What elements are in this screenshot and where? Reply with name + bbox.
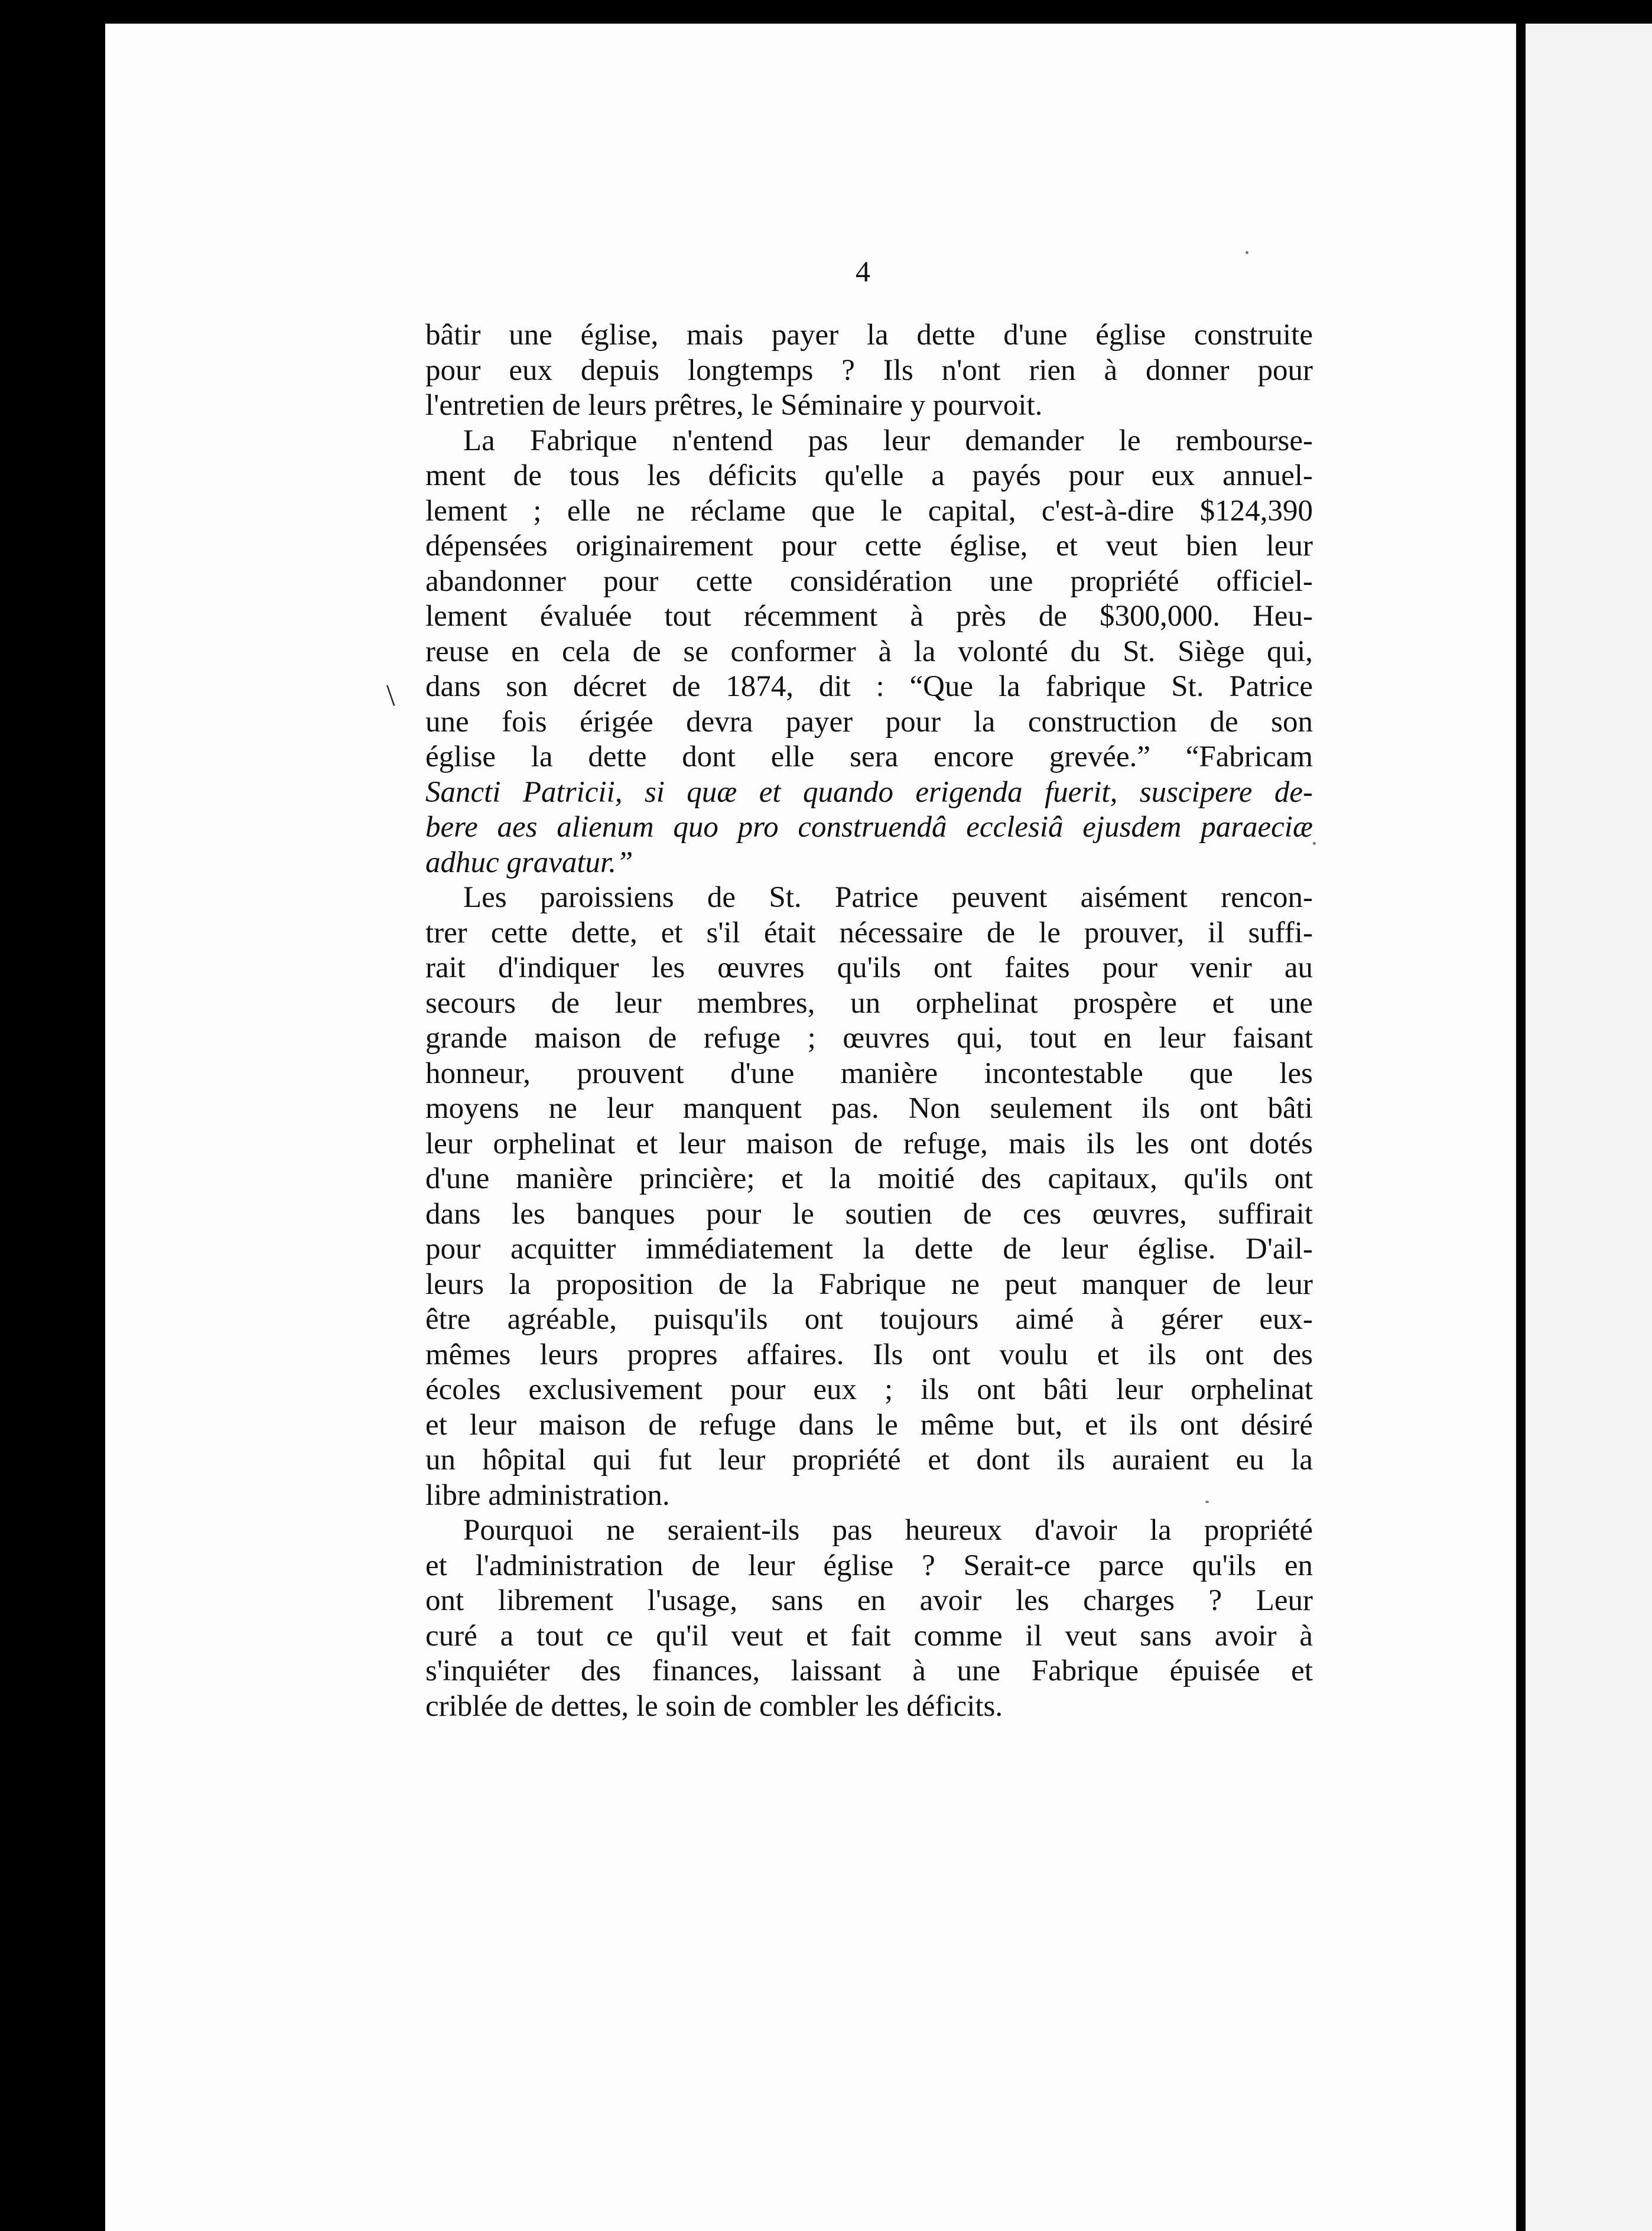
- text-line: et leur maison de refuge dans le même but, et ils ont désiré: [425, 1408, 1313, 1442]
- text-line: ont librement l'usage, sans en avoir les charges ? Leur: [425, 1584, 1313, 1617]
- text-line: secours de leur membres, un orphelinat prospère et une: [425, 986, 1313, 1020]
- scan-speck: [1205, 1501, 1209, 1503]
- page-gutter: [1516, 24, 1526, 2231]
- text-line: moyens ne leur manquent pas. Non seulement ils ont bâti: [425, 1092, 1313, 1125]
- latin-quote-line: [425, 845, 1313, 881]
- text-line: pour eux depuis longtemps ? Ils n'ont rien à donner pour: [425, 353, 1313, 387]
- text-line: ment de tous les déficits qu'elle a payés pour eux annuel-: [425, 459, 1313, 492]
- text-line: et l'administration de leur église ? Serait-ce parce qu'ils en: [425, 1549, 1313, 1582]
- text-line: dépensées originairement pour cette église, et veut bien leur: [425, 529, 1313, 562]
- adjacent-page-edge: [1526, 24, 1652, 2231]
- text-line: curé a tout ce qu'il veut et fait comme il veut sans avoir à: [425, 1619, 1313, 1653]
- text-line: Les paroissiens de St. Patrice peuvent aisément rencon-: [463, 881, 1313, 914]
- text-line: mêmes leurs propres affaires. Ils ont voulu et ils ont des: [425, 1338, 1313, 1371]
- latin-quote: Sancti Patricii, si quæ et quando erigenda fuerit, suscipere de-: [425, 775, 1313, 809]
- body-text: [425, 318, 1313, 1724]
- text-line: libre administration.: [425, 1478, 670, 1512]
- text-line: abandonner pour cette considération une propriété officiel-: [425, 564, 1313, 598]
- text-line: église la dette dont elle sera encore grevée.” “Fabricam: [425, 740, 1313, 773]
- text-line: leurs la proposition de la Fabrique ne peut manquer de leur: [425, 1267, 1313, 1301]
- text-line: dans son décret de 1874, dit : “Que la fabrique St. Patrice: [425, 670, 1313, 703]
- text-line: écoles exclusivement pour eux ; ils ont bâti leur orphelinat: [425, 1373, 1313, 1406]
- text-line: être agréable, puisqu'ils ont toujours aimé à gérer eux-: [425, 1303, 1313, 1336]
- text-line: pour acquitter immédiatement la dette de leur église. D'ail-: [425, 1232, 1313, 1266]
- text-line: dans les banques pour le soutien de ces œuvres, suffirait: [425, 1197, 1313, 1231]
- page-number: 4: [856, 255, 870, 288]
- text-line: un hôpital qui fut leur propriété et dont ils auraient eu la: [425, 1443, 1313, 1477]
- text-line: lement évaluée tout récemment à près de $300,000. Heu-: [425, 600, 1313, 633]
- latin-quote: bere aes alienum quo pro construendâ ecclesiâ ejusdem paraeciæ: [425, 811, 1313, 844]
- text-line: grande maison de refuge ; œuvres qui, tout en leur faisant: [425, 1022, 1313, 1055]
- scan-speck: [1313, 842, 1316, 845]
- text-line: d'une manière princière; et la moitié des capitaux, qu'ils ont: [425, 1162, 1313, 1195]
- text-line: s'inquiéter des finances, laissant à une Fabrique épuisée et: [425, 1654, 1313, 1687]
- text-line: Pourquoi ne seraient-ils pas heureux d'avoir la propriété: [463, 1514, 1313, 1547]
- text-line: bâtir une église, mais payer la dette d'une église construite: [425, 318, 1313, 352]
- latin-quote-line: [425, 810, 1313, 845]
- text-line: La Fabrique n'entend pas leur demander le rembourse-: [463, 424, 1313, 457]
- margin-mark: \: [386, 679, 395, 713]
- text-line: une fois érigée devra payer pour la construction de son: [425, 705, 1313, 739]
- latin-quote-line: [425, 775, 1313, 811]
- text-line: rait d'indiquer les œuvres qu'ils ont faites pour venir au: [425, 951, 1313, 984]
- text-line: leur orphelinat et leur maison de refuge, mais ils les ont dotés: [425, 1127, 1313, 1160]
- latin-quote: adhuc gravatur.”: [425, 845, 633, 879]
- text-line: criblée de dettes, le soin de combler les déficits.: [425, 1689, 1003, 1723]
- text-line: reuse en cela de se conformer à la volonté du St. Siège qui,: [425, 635, 1313, 668]
- text-line: honneur, prouvent d'une manière incontestable que les: [425, 1056, 1313, 1090]
- text-line: lement ; elle ne réclame que le capital, c'est-à-dire $124,390: [425, 494, 1313, 528]
- scan-speck: [1245, 251, 1248, 254]
- text-line: l'entretien de leurs prêtres, le Séminaire y pourvoit.: [425, 389, 1043, 422]
- text-line: trer cette dette, et s'il était nécessaire de le prouver, il suffi-: [425, 916, 1313, 949]
